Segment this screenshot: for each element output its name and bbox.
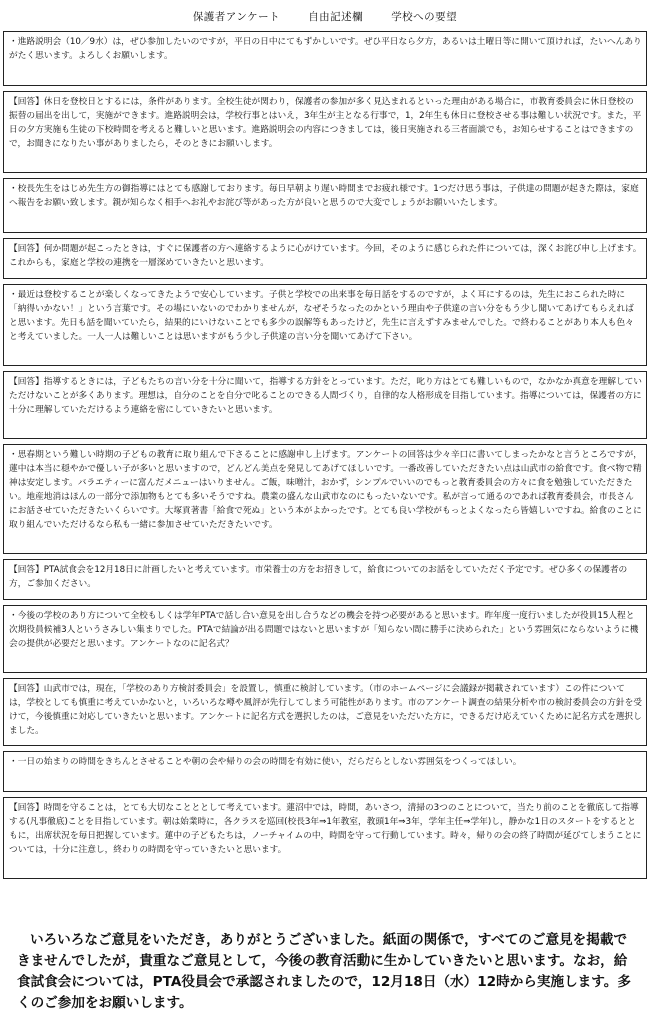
comment-box: ・一日の始まりの時間をきちんとさせることや朝の会や帰りの会の時間を有効に使い，だらだらとしない雰囲気をつくってほしい。 [3,751,647,792]
answer-box: 【回答】指導するときには，子どもたちの言い分を十分に聞いて，指導する方針をとっています。ただ，叱り方はとても難しいもので，なかなか真意を理解していただけないことが多くあります。理想は，自分のことを自分で叱ることのできる人間づくり，自律的な人格形成を目指しています。指導については，保護者の方に十分に理解していただけるよう連絡を密にしていきたいと思います。 [3,371,647,439]
category-text: 学校への要望 [391,11,458,23]
comment-box: ・校長先生をはじめ先生方の御指導にはとても感謝しております。毎日早朝より遅い時間までお疲れ様です。1つだけ思う事は，子供達の問題が起きた際は，家庭へ報告をお願い致します。親が知らなく相手へお礼やお詫び等があった方が良いと思うので大変でしょうがお願いいたします。 [3,178,647,233]
closing-message: いろいろなご意見をいただき，ありがとうございました。紙面の関係で，すべてのご意見を掲載できませんでしたが，貴重なご意見として，今後の教育活動に生かしていきたいと思います。なお，給食試食会については，PTA役員会で承認されましたので，12月18日（水）12時から実施します。多くのご参加をお願いします。 [17,932,631,1011]
comment-box: ・最近は登校することが楽しくなってきたようで安心しています。子供と学校での出来事を毎日話をするのですが，よく耳にするのは，先生におこられた時に「納得いかない！」という言葉です。その場にいないのでわかりませんが，なぜそうなったのかという理由や子供達の言い分をもう少し聞いてあげてもらえればと思います。先日も話を聞いていたら，結果的にいけないことでも多少の誤解等もあったけど，先生に言えずすみませんでした。で終わることがあり本人も色々と考えていました。一人一人は難しいことは思いますがもう少し子供達の言い分を聞いてあげて下さい。 [3,284,647,366]
answer-box: 【回答】休日を登校日とするには，条件があります。全校生徒が関わり，保護者の参加が多く見込まれるといった理由がある場合に，市教育委員会に休日登校の振替の届出を出して，実施ができます。進路説明会は，学校行事とはいえ，3年生が主となる行事で，1，2年生も休日に登校させる事は難しい状況です。また，平日の夕方実施も生徒の下校時間を考えると難しいと思います。進路説明会の内容につきましては，後日実施される三者面談でも，お知らせすることはできますので，お聞きになりたい事がありましたら，そのときにお願いします。 [3,91,647,173]
subtitle-text: 自由記述欄 [308,11,364,23]
answer-box: 【回答】PTA試食会を12月18日に計画したいと考えています。市栄養士の方をお招きして，給食についてのお話をしていただく予定です。ぜひ多くの保護者の方，ご参加ください。 [3,559,647,600]
title-text: 保護者アンケート [192,11,281,23]
answer-box: 【回答】何か問題が起こったときは，すぐに保護者の方へ連絡するように心がけています。今回，そのように感じられた件については，深くお詫び申し上げます。これからも，家庭と学校の連携を一層深めていきたいと思います。 [3,238,647,279]
comment-box: ・進路説明会（10／9水）は，ぜひ参加したいのですが，平日の日中にてもずかしいです。ぜひ平日なら夕方，あるいは土曜日等に開いて頂ければ，たいへんありがたく思います。よろしくお願いします。 [3,31,647,86]
answer-box: 【回答】山武市では，現在，「学校のあり方検討委員会」を設置し，慎重に検討しています。（市のホームページに会議録が掲載されています）この件については，学校としても慎重に考えていかないと，いろいろな噂や風評が先行してしまう可能性があります。市のアンケート調査の結果分析や市の検討委員会の方針を受けて，今後慎重に対応していきたいと思います。アンケートに記名方式を選択したのは，ご意見をいただいた方に，できるだけ応えていくために記名方式を選択しました。 [3,678,647,746]
comment-box: ・今後の学校のあり方について全校もしくは学年PTAで話し合い意見を出し合うなどの機会を持つ必要があると思います。昨年度一度行いましたが役員15人程と次期役員候補3人というさみしい集まりでした。PTAで結論が出る問題ではないと思いますが「知らない間に勝手に決められた」という雰囲気にならないように機会の提供が必要だと思います。アンケートなのに記名式？ [3,605,647,673]
answer-box: 【回答】時間を守ることは，とても大切なことととして考えています。蓮沼中では，時間，あいさつ，清掃の3つのことについて，当たり前のことを徹底して指導する(凡事徹底)ことを目指しています。朝は始業時に，各クラスを巡回(校長3年⇒1年教室，教頭1年⇒3年，学年主任⇒学年)し，静かな1日のスタートをするとともに，出席状況を毎日把握しています。蓮中の子どもたちは，ノーチャイムの中，時間を守って行動しています。時々，帰りの会の終了時間が延びてしまうことについては，十分に注意し，終わりの時間を守っていきたいと思います。 [3,797,647,879]
entries-list [3,31,647,879]
comment-box: ・思春期という難しい時期の子どもの教育に取り組んで下さることに感謝申し上げます。アンケートの回答は少々辛口に書いてしまったかなと言うところですが，蓮中は本当に穏やかで優しい子が多いと思いますので，どんどん美点を発見してあげてほしいです。一番改善していただきたい点は山武市の給食です。食べ物で精神は安定します。バラエティーに富んだメニューはいりません。ご飯，味噌汁，おかず，シンプルでいいのでもっと教育委員会の方々に食を勉強していただきたい。地産地消はほんの一部分で添加物もとても多いそうですね。農業の盛んな山武市なのにもったいないです。私が言って通るのであれば教育委員会，市長さんにお話させていただきたいくらいです。大塚貢著書「給食で死ぬ」という本がよかったです。とても良い学校がもっとよくなったら皆嬉しいですね。給食のことに取り組んでいただけるなら私も一緒に参加させていただきたいです。 [3,444,647,554]
page-title [0,9,650,24]
